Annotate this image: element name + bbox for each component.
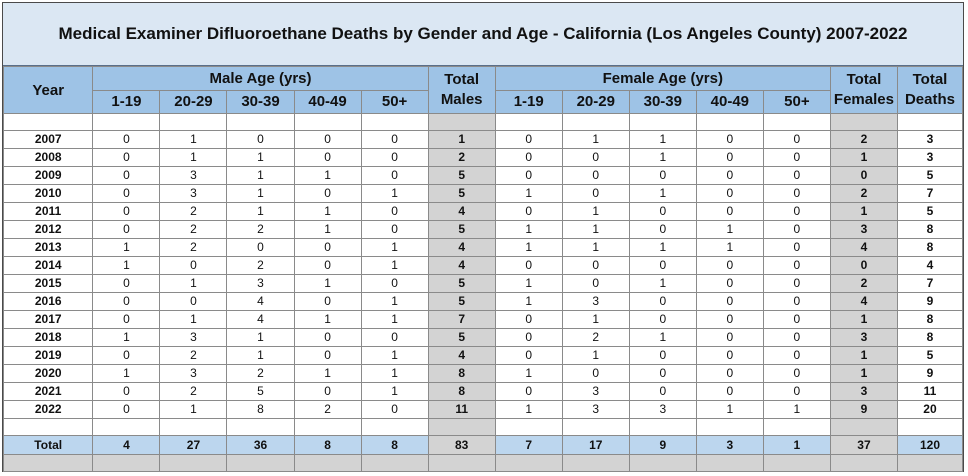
male-count-cell: 1 xyxy=(294,167,361,185)
female-count-cell: 3 xyxy=(562,293,629,311)
total-females-cell: 3 xyxy=(830,383,897,401)
total-deaths-cell: 4 xyxy=(897,257,962,275)
female-count-cell: 1 xyxy=(629,149,696,167)
total-deaths-cell: 9 xyxy=(897,365,962,383)
female-count-cell: 0 xyxy=(763,311,830,329)
year-cell: 2016 xyxy=(4,293,93,311)
female-count-cell: 0 xyxy=(495,149,562,167)
male-count-cell: 1 xyxy=(227,203,294,221)
table-row xyxy=(4,329,963,347)
male-age-bin: 30-39 xyxy=(227,91,294,114)
male-count-cell: 2 xyxy=(227,221,294,239)
female-count-cell: 1 xyxy=(629,185,696,203)
female-count-cell: 1 xyxy=(562,347,629,365)
total-females-cell: 3 xyxy=(830,329,897,347)
female-count-cell: 0 xyxy=(696,257,763,275)
total-deaths-cell: 5 xyxy=(897,203,962,221)
female-count-cell: 0 xyxy=(696,293,763,311)
year-cell: 2009 xyxy=(4,167,93,185)
total-males-cell: 4 xyxy=(428,257,495,275)
male-count-cell: 1 xyxy=(294,221,361,239)
total-females-cell: 1 xyxy=(830,347,897,365)
female-count-cell: 1 xyxy=(495,293,562,311)
total-females-cell: 1 xyxy=(830,149,897,167)
male-count-cell: 0 xyxy=(93,311,160,329)
male-age-header: Male Age (yrs) xyxy=(93,67,428,91)
female-count-cell: 0 xyxy=(562,149,629,167)
female-count-cell: 0 xyxy=(629,383,696,401)
male-count-cell: 0 xyxy=(294,131,361,149)
year-cell: 2018 xyxy=(4,329,93,347)
female-count-cell: 0 xyxy=(763,131,830,149)
male-count-cell: 0 xyxy=(93,347,160,365)
table-row xyxy=(4,401,963,419)
total-deaths-cell: 8 xyxy=(897,329,962,347)
female-count-cell: 1 xyxy=(495,239,562,257)
total-males-cell: 4 xyxy=(428,239,495,257)
male-count-cell: 1 xyxy=(93,329,160,347)
male-count-cell: 1 xyxy=(227,347,294,365)
female-count-cell: 0 xyxy=(495,257,562,275)
total-deaths-cell: 8 xyxy=(897,311,962,329)
male-count-cell: 1 xyxy=(361,257,428,275)
female-count-cell: 0 xyxy=(763,257,830,275)
total-males-cell: 5 xyxy=(428,329,495,347)
female-count-cell: 0 xyxy=(629,347,696,365)
male-count-cell: 3 xyxy=(160,329,227,347)
female-count-cell: 1 xyxy=(495,185,562,203)
female-age-bin: 30-39 xyxy=(629,91,696,114)
female-count-cell: 0 xyxy=(696,185,763,203)
year-cell: 2007 xyxy=(4,131,93,149)
male-count-cell: 1 xyxy=(227,329,294,347)
female-count-cell: 1 xyxy=(696,221,763,239)
year-cell: 2011 xyxy=(4,203,93,221)
male-total-cell: 27 xyxy=(160,436,227,455)
female-count-cell: 0 xyxy=(495,329,562,347)
female-count-cell: 1 xyxy=(696,239,763,257)
totals-label: Total xyxy=(4,436,93,455)
year-cell: 2015 xyxy=(4,275,93,293)
female-age-bin: 20-29 xyxy=(562,91,629,114)
male-count-cell: 1 xyxy=(227,149,294,167)
female-count-cell: 0 xyxy=(696,149,763,167)
total-females-cell: 4 xyxy=(830,239,897,257)
male-count-cell: 0 xyxy=(361,131,428,149)
female-age-bin: 40-49 xyxy=(696,91,763,114)
male-count-cell: 0 xyxy=(361,149,428,167)
female-age-header: Female Age (yrs) xyxy=(495,67,830,91)
year-cell: 2021 xyxy=(4,383,93,401)
female-count-cell: 0 xyxy=(495,311,562,329)
female-count-cell: 2 xyxy=(562,329,629,347)
year-cell: 2014 xyxy=(4,257,93,275)
total-deaths-cell: 3 xyxy=(897,131,962,149)
female-total-cell: 17 xyxy=(562,436,629,455)
female-count-cell: 1 xyxy=(562,203,629,221)
male-count-cell: 4 xyxy=(227,293,294,311)
female-count-cell: 1 xyxy=(696,401,763,419)
male-count-cell: 0 xyxy=(93,131,160,149)
male-count-cell: 3 xyxy=(160,167,227,185)
total-deaths-cell: 3 xyxy=(897,149,962,167)
female-count-cell: 0 xyxy=(696,365,763,383)
male-count-cell: 0 xyxy=(93,383,160,401)
total-deaths-header: Total Deaths xyxy=(897,67,962,114)
female-count-cell: 0 xyxy=(629,293,696,311)
male-count-cell: 1 xyxy=(361,365,428,383)
total-females-cell: 2 xyxy=(830,131,897,149)
male-count-cell: 4 xyxy=(227,311,294,329)
year-cell: 2017 xyxy=(4,311,93,329)
total-deaths-cell: 7 xyxy=(897,275,962,293)
year-cell: 2019 xyxy=(4,347,93,365)
female-count-cell: 0 xyxy=(495,203,562,221)
female-count-cell: 0 xyxy=(495,167,562,185)
total-males-cell: 7 xyxy=(428,311,495,329)
table-row xyxy=(4,203,963,221)
table-row xyxy=(4,239,963,257)
total-females-cell: 1 xyxy=(830,365,897,383)
male-count-cell: 0 xyxy=(294,383,361,401)
grand-total-males: 83 xyxy=(428,436,495,455)
male-count-cell: 1 xyxy=(160,311,227,329)
year-header: Year xyxy=(4,67,93,114)
table-row xyxy=(4,275,963,293)
total-deaths-cell: 8 xyxy=(897,239,962,257)
total-males-cell: 5 xyxy=(428,275,495,293)
total-females-cell: 4 xyxy=(830,293,897,311)
male-age-bin: 1-19 xyxy=(93,91,160,114)
total-males-cell: 2 xyxy=(428,149,495,167)
female-total-cell: 1 xyxy=(763,436,830,455)
male-count-cell: 3 xyxy=(160,365,227,383)
male-count-cell: 1 xyxy=(160,275,227,293)
male-count-cell: 0 xyxy=(93,221,160,239)
female-count-cell: 0 xyxy=(696,347,763,365)
total-females-cell: 9 xyxy=(830,401,897,419)
male-count-cell: 1 xyxy=(227,185,294,203)
female-count-cell: 0 xyxy=(629,311,696,329)
female-count-cell: 3 xyxy=(562,401,629,419)
total-females-cell: 1 xyxy=(830,203,897,221)
female-count-cell: 3 xyxy=(629,401,696,419)
table-row xyxy=(4,185,963,203)
male-count-cell: 0 xyxy=(361,221,428,239)
male-total-cell: 8 xyxy=(361,436,428,455)
total-deaths-cell: 5 xyxy=(897,167,962,185)
male-count-cell: 1 xyxy=(361,347,428,365)
male-count-cell: 1 xyxy=(361,185,428,203)
male-count-cell: 0 xyxy=(294,149,361,167)
year-cell: 2022 xyxy=(4,401,93,419)
year-cell: 2020 xyxy=(4,365,93,383)
male-total-cell: 8 xyxy=(294,436,361,455)
total-males-cell: 5 xyxy=(428,167,495,185)
total-females-cell: 0 xyxy=(830,257,897,275)
male-count-cell: 0 xyxy=(294,347,361,365)
female-count-cell: 1 xyxy=(495,221,562,239)
female-count-cell: 0 xyxy=(562,257,629,275)
female-count-cell: 0 xyxy=(562,185,629,203)
female-total-cell: 7 xyxy=(495,436,562,455)
table-row xyxy=(4,347,963,365)
female-count-cell: 0 xyxy=(696,383,763,401)
male-age-bin: 20-29 xyxy=(160,91,227,114)
table-frame xyxy=(2,2,964,472)
total-males-cell: 4 xyxy=(428,203,495,221)
female-count-cell: 1 xyxy=(629,131,696,149)
grand-total-deaths: 120 xyxy=(897,436,962,455)
table-title: Medical Examiner Difluoroethane Deaths by Gender and Age - California (Los Angeles County) 2007-2022 xyxy=(3,3,963,66)
male-count-cell: 0 xyxy=(294,257,361,275)
total-females-cell: 2 xyxy=(830,275,897,293)
total-deaths-cell: 11 xyxy=(897,383,962,401)
male-count-cell: 0 xyxy=(294,329,361,347)
female-count-cell: 0 xyxy=(763,347,830,365)
male-count-cell: 2 xyxy=(160,221,227,239)
total-males-cell: 5 xyxy=(428,185,495,203)
male-count-cell: 0 xyxy=(294,293,361,311)
table-row xyxy=(4,221,963,239)
female-count-cell: 0 xyxy=(696,329,763,347)
total-males-cell: 5 xyxy=(428,293,495,311)
male-count-cell: 2 xyxy=(160,383,227,401)
total-females-cell: 2 xyxy=(830,185,897,203)
male-count-cell: 1 xyxy=(361,383,428,401)
female-count-cell: 0 xyxy=(696,203,763,221)
female-count-cell: 0 xyxy=(495,383,562,401)
male-count-cell: 0 xyxy=(93,293,160,311)
male-age-bin: 50+ xyxy=(361,91,428,114)
female-count-cell: 1 xyxy=(763,401,830,419)
female-count-cell: 0 xyxy=(696,167,763,185)
female-count-cell: 1 xyxy=(562,221,629,239)
male-count-cell: 0 xyxy=(93,203,160,221)
total-males-cell: 1 xyxy=(428,131,495,149)
male-count-cell: 2 xyxy=(227,257,294,275)
male-count-cell: 1 xyxy=(93,239,160,257)
year-cell: 2010 xyxy=(4,185,93,203)
female-count-cell: 0 xyxy=(562,365,629,383)
male-age-bin: 40-49 xyxy=(294,91,361,114)
total-males-header: Total Males xyxy=(428,67,495,114)
female-count-cell: 0 xyxy=(629,203,696,221)
male-count-cell: 1 xyxy=(160,149,227,167)
male-count-cell: 2 xyxy=(160,347,227,365)
female-count-cell: 0 xyxy=(763,221,830,239)
male-count-cell: 1 xyxy=(160,131,227,149)
male-count-cell: 0 xyxy=(361,203,428,221)
female-count-cell: 0 xyxy=(763,329,830,347)
table-row xyxy=(4,311,963,329)
female-total-cell: 9 xyxy=(629,436,696,455)
female-count-cell: 1 xyxy=(629,329,696,347)
female-count-cell: 0 xyxy=(763,365,830,383)
total-females-cell: 0 xyxy=(830,167,897,185)
total-deaths-cell: 7 xyxy=(897,185,962,203)
spacer-row xyxy=(4,114,963,131)
female-count-cell: 0 xyxy=(763,383,830,401)
table-row xyxy=(4,365,963,383)
female-count-cell: 3 xyxy=(562,383,629,401)
male-count-cell: 0 xyxy=(93,149,160,167)
male-count-cell: 1 xyxy=(361,293,428,311)
male-count-cell: 2 xyxy=(294,401,361,419)
female-count-cell: 1 xyxy=(495,401,562,419)
female-age-bin: 1-19 xyxy=(495,91,562,114)
deaths-table xyxy=(3,66,963,472)
year-cell: 2008 xyxy=(4,149,93,167)
male-count-cell: 1 xyxy=(160,401,227,419)
male-count-cell: 0 xyxy=(294,239,361,257)
male-count-cell: 1 xyxy=(294,311,361,329)
total-males-cell: 8 xyxy=(428,383,495,401)
male-count-cell: 0 xyxy=(361,329,428,347)
female-count-cell: 0 xyxy=(629,257,696,275)
totals-row xyxy=(4,436,963,455)
total-males-cell: 11 xyxy=(428,401,495,419)
female-count-cell: 0 xyxy=(629,221,696,239)
male-count-cell: 1 xyxy=(294,275,361,293)
table-row xyxy=(4,131,963,149)
total-deaths-cell: 8 xyxy=(897,221,962,239)
female-total-cell: 3 xyxy=(696,436,763,455)
male-count-cell: 1 xyxy=(93,365,160,383)
female-count-cell: 0 xyxy=(763,239,830,257)
female-count-cell: 0 xyxy=(495,131,562,149)
bottom-row xyxy=(4,455,963,472)
male-count-cell: 0 xyxy=(160,257,227,275)
year-cell: 2013 xyxy=(4,239,93,257)
female-count-cell: 0 xyxy=(763,275,830,293)
grand-total-females: 37 xyxy=(830,436,897,455)
female-count-cell: 0 xyxy=(763,185,830,203)
female-count-cell: 0 xyxy=(696,311,763,329)
table-row xyxy=(4,293,963,311)
table-row xyxy=(4,257,963,275)
total-females-cell: 1 xyxy=(830,311,897,329)
male-count-cell: 5 xyxy=(227,383,294,401)
male-count-cell: 3 xyxy=(160,185,227,203)
female-count-cell: 0 xyxy=(629,365,696,383)
male-count-cell: 0 xyxy=(227,239,294,257)
male-count-cell: 1 xyxy=(361,239,428,257)
male-count-cell: 0 xyxy=(93,275,160,293)
female-count-cell: 0 xyxy=(696,131,763,149)
total-deaths-cell: 5 xyxy=(897,347,962,365)
female-count-cell: 0 xyxy=(763,293,830,311)
male-count-cell: 0 xyxy=(93,167,160,185)
male-count-cell: 2 xyxy=(160,203,227,221)
female-count-cell: 0 xyxy=(763,167,830,185)
table-row xyxy=(4,167,963,185)
male-count-cell: 0 xyxy=(294,185,361,203)
female-count-cell: 0 xyxy=(562,167,629,185)
male-count-cell: 0 xyxy=(93,185,160,203)
table-row xyxy=(4,149,963,167)
male-count-cell: 1 xyxy=(294,203,361,221)
male-count-cell: 1 xyxy=(361,311,428,329)
total-males-cell: 5 xyxy=(428,221,495,239)
female-count-cell: 1 xyxy=(495,365,562,383)
female-count-cell: 0 xyxy=(562,275,629,293)
male-count-cell: 0 xyxy=(160,293,227,311)
table-row xyxy=(4,383,963,401)
year-cell: 2012 xyxy=(4,221,93,239)
total-deaths-cell: 20 xyxy=(897,401,962,419)
male-count-cell: 0 xyxy=(361,401,428,419)
female-age-bin: 50+ xyxy=(763,91,830,114)
male-total-cell: 36 xyxy=(227,436,294,455)
female-count-cell: 0 xyxy=(696,275,763,293)
male-count-cell: 2 xyxy=(160,239,227,257)
spacer-row xyxy=(4,419,963,436)
header-row-1 xyxy=(4,67,963,91)
female-count-cell: 1 xyxy=(562,311,629,329)
female-count-cell: 0 xyxy=(495,347,562,365)
female-count-cell: 1 xyxy=(629,275,696,293)
male-count-cell: 0 xyxy=(361,167,428,185)
total-males-cell: 4 xyxy=(428,347,495,365)
male-count-cell: 8 xyxy=(227,401,294,419)
female-count-cell: 0 xyxy=(763,203,830,221)
male-count-cell: 1 xyxy=(93,257,160,275)
total-deaths-cell: 9 xyxy=(897,293,962,311)
male-count-cell: 3 xyxy=(227,275,294,293)
male-count-cell: 2 xyxy=(227,365,294,383)
female-count-cell: 1 xyxy=(562,131,629,149)
male-count-cell: 1 xyxy=(227,167,294,185)
male-count-cell: 0 xyxy=(227,131,294,149)
total-males-cell: 8 xyxy=(428,365,495,383)
male-total-cell: 4 xyxy=(93,436,160,455)
male-count-cell: 0 xyxy=(361,275,428,293)
male-count-cell: 1 xyxy=(294,365,361,383)
total-females-header: Total Females xyxy=(830,67,897,114)
male-count-cell: 0 xyxy=(93,401,160,419)
female-count-cell: 0 xyxy=(629,167,696,185)
female-count-cell: 1 xyxy=(495,275,562,293)
female-count-cell: 1 xyxy=(629,239,696,257)
female-count-cell: 1 xyxy=(562,239,629,257)
female-count-cell: 0 xyxy=(763,149,830,167)
total-females-cell: 3 xyxy=(830,221,897,239)
